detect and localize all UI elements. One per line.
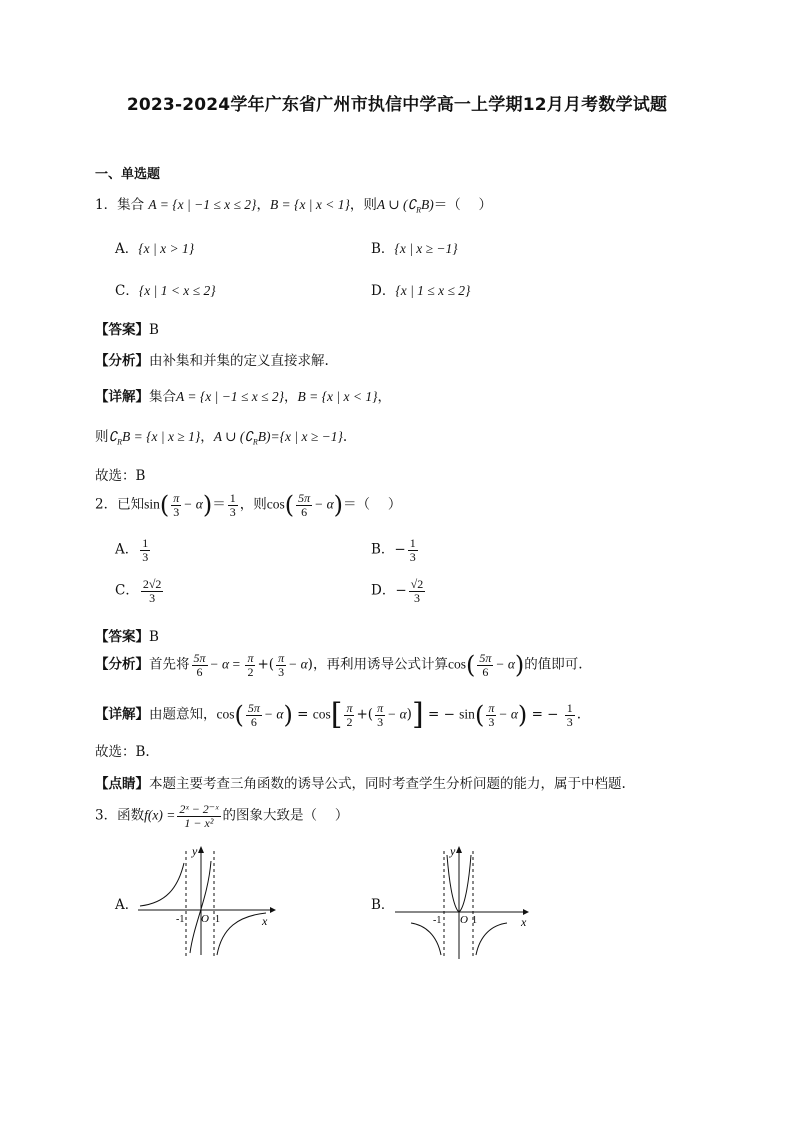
q2-option-a[interactable]: A． $\frac{1}{3}$ <box>115 536 149 564</box>
graph-b-curve-right <box>476 923 507 955</box>
q1-detail-2: 则$∁_RB = \{x$ | x ≥ 1}，A ∪ $(∁_RB)=\{x$ | x ≥ −1}. <box>95 429 348 447</box>
q1-expr: A ∪ $(∁_RB)$ <box>376 197 434 215</box>
q2-option-b[interactable]: B．− $\frac{1}{3}$ <box>371 536 416 564</box>
q1-set-b: B = {x | x < 1} <box>269 197 350 212</box>
q1-answer: 【答案】B <box>95 322 159 338</box>
q1-set-a: A = {x | −1 ≤ x ≤ 2} <box>148 197 257 212</box>
q2-choose: 故选：B. <box>95 744 150 760</box>
q2-option-d[interactable]: D．− $\frac{√2}{3}$ <box>371 577 424 605</box>
graph-a-curve-right <box>217 913 266 955</box>
graph-a-pos1: 1 <box>215 914 220 925</box>
q1-option-d[interactable]: D．{x | 1 ≤ x ≤ 2} <box>371 283 471 299</box>
graph-a-origin: O <box>201 913 209 925</box>
question-3: 3．函数f(x) = $\frac{\text{2ˣ − 2⁻ˣ}}{\text{1 − x²}}$ 的图象大致是（ ） <box>95 802 349 830</box>
q1-text: 集合 <box>117 197 145 213</box>
section-heading: 一、单选题 <box>95 167 161 182</box>
q1-number: 1． <box>95 197 118 213</box>
page-title: 2023-2024学年广东省广州市执信中学高一上学期12月月考数学试题 <box>126 95 668 115</box>
q2-answer: 【答案】B <box>95 629 159 645</box>
q2-comment: 【点睛】本题主要考查三角函数的诱导公式，同时考查学生分析问题的能力，属于中档题. <box>95 776 626 792</box>
graph-a-neg1: -1 <box>176 914 185 925</box>
q2-detail: 【详解】由题意知，cos( $\frac{5\pi}{6}$ − α) = cos[ $\frac{\pi}{2}$ +( $\frac{\pi}{3}$ − α)] = − sin( $\frac{\pi}{3}$ − α) = − $\frac{1}{3}$ . <box>95 697 582 732</box>
q1-text-2: ，则 <box>349 197 377 213</box>
graph-b-y-label: y <box>450 844 456 858</box>
q3-option-a-label[interactable]: A． <box>115 897 139 913</box>
q3-graph-b[interactable] <box>395 843 535 961</box>
q1-detail: 【详解】集合A = {x | −1 ≤ x ≤ 2}，B = {x | x < 1}， <box>95 389 392 405</box>
graph-a-x-label: x <box>262 914 268 928</box>
graph-b-x-label: x <box>521 915 527 929</box>
q1-end: ＝（ ） <box>433 197 492 213</box>
q2-analysis: 【分析】首先将 $\frac{5\pi}{6}$ − α = $\frac{\pi}{2}$ +( $\frac{\pi}{3}$ − α)，再利用诱导公式计算cos( $\frac{5\pi}{6}$ − α)的值即可. <box>95 651 583 680</box>
graph-b-neg1: -1 <box>433 915 442 926</box>
q1-option-a[interactable]: A．{x | x > 1} <box>115 241 195 257</box>
q1-option-b[interactable]: B．{x | x ≥ −1} <box>371 241 458 257</box>
graph-a-y-label: y <box>192 844 198 858</box>
q1-option-c[interactable]: C．{x | 1 < x ≤ 2} <box>115 283 216 299</box>
graph-a-curve-left <box>140 863 184 906</box>
graph-b-pos1: 1 <box>472 915 477 926</box>
q2-option-c[interactable]: C． $\frac{2√2}{3}$ <box>115 577 162 605</box>
q1-analysis: 【分析】由补集和并集的定义直接求解. <box>95 353 329 369</box>
q1-comma: ， <box>256 197 270 213</box>
graph-b-curve-left <box>411 923 441 955</box>
q1-choose: 故选：B <box>95 468 146 484</box>
question-2: 2．已知sin( $\frac{\pi}{3}$ − α)＝ $\frac{1}{3}$ ，则cos( $\frac{5\pi}{6}$ − α)＝（ ） <box>95 491 402 520</box>
q3-option-b-label[interactable]: B． <box>371 897 395 913</box>
q3-graph-a[interactable] <box>138 843 278 958</box>
question-1 <box>95 193 492 215</box>
graph-b-origin: O <box>460 914 468 926</box>
